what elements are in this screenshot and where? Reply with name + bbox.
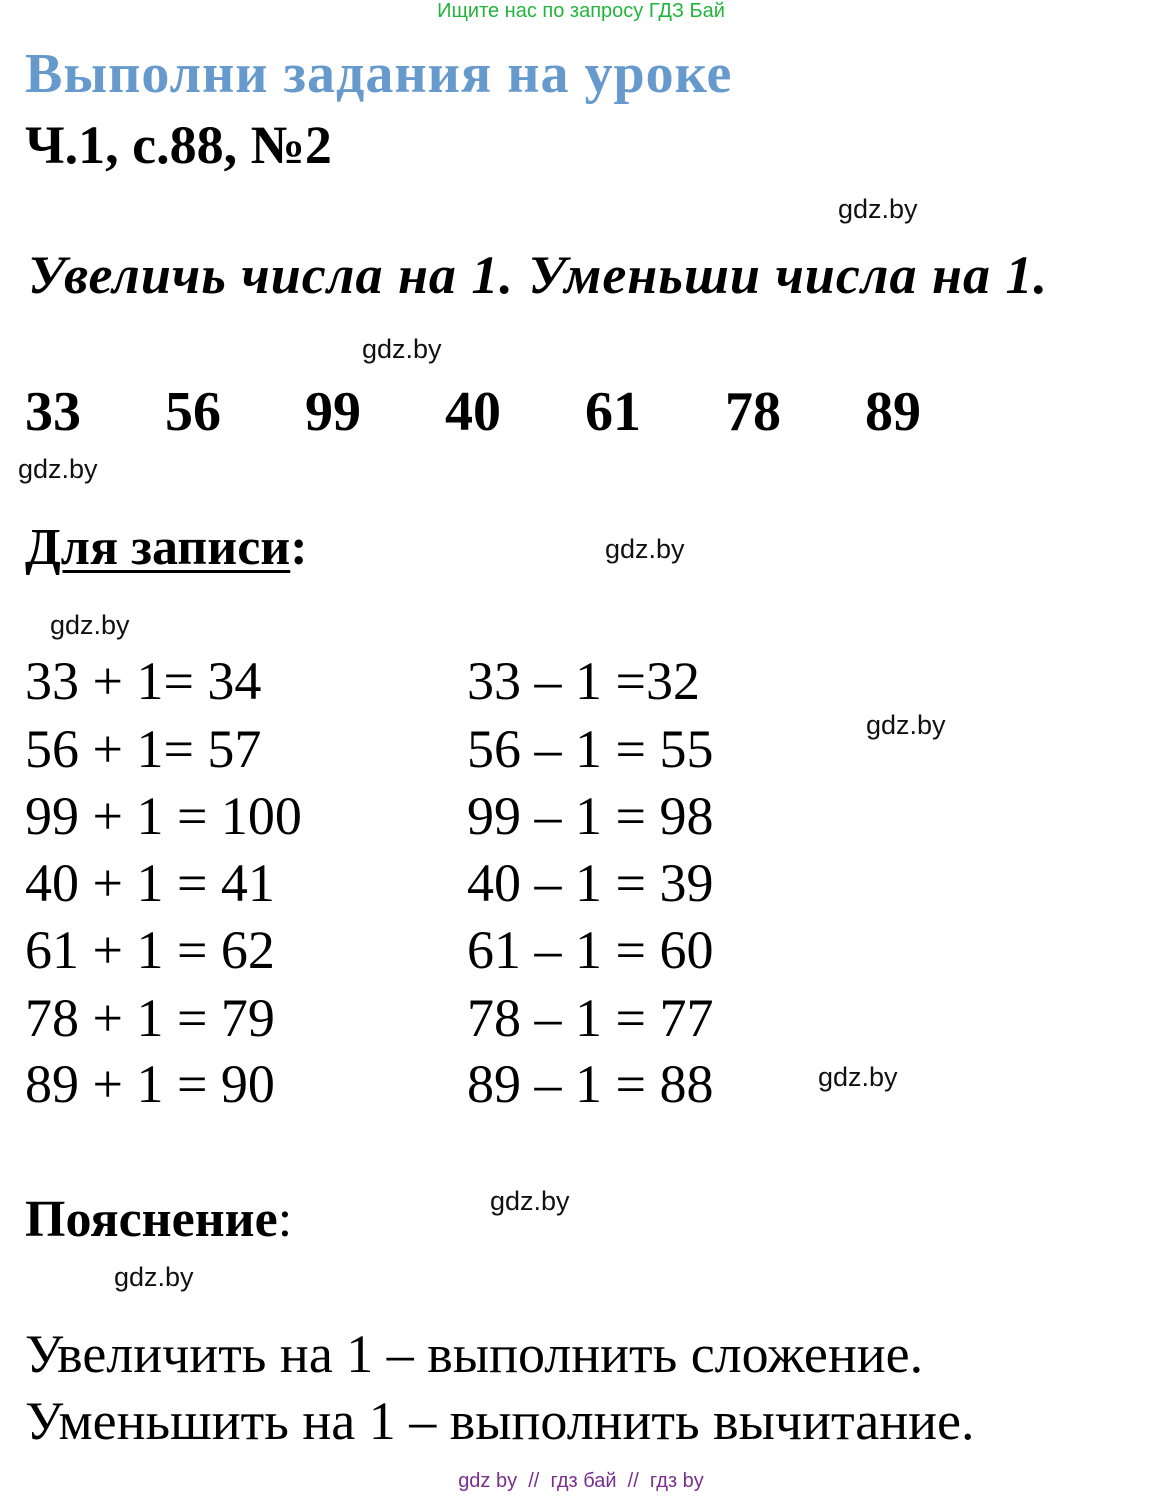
watermark: gdz.by [838, 194, 918, 224]
number-item: 61 [585, 381, 641, 443]
subtraction-equation: 56 – 1 = 55 [467, 719, 714, 779]
explanation-heading-colon: : [277, 1191, 293, 1248]
number-item: 56 [165, 381, 221, 443]
addition-equation: 78 + 1 = 79 [25, 988, 275, 1048]
subtraction-equation: 89 – 1 = 88 [467, 1054, 714, 1114]
watermark: gdz.by [818, 1062, 898, 1092]
number-item: 89 [865, 381, 921, 443]
addition-equation: 61 + 1 = 62 [25, 920, 275, 980]
number-item: 99 [305, 381, 361, 443]
addition-equation: 89 + 1 = 90 [25, 1054, 275, 1114]
record-heading-colon: : [290, 519, 308, 576]
watermark: gdz.by [605, 534, 685, 564]
section-title: Выполни задания на уроке [25, 43, 733, 105]
record-heading-text: Для записи [25, 519, 291, 576]
explanation-heading [25, 1190, 292, 1249]
explanation-heading-text: Пояснение [25, 1191, 278, 1248]
explanation-line: Увеличить на 1 – выполнить сложение. [25, 1324, 924, 1384]
subtraction-equation: 61 – 1 = 60 [467, 920, 714, 980]
task-reference: Ч.1, с.88, №2 [25, 115, 332, 175]
watermark: gdz.by [114, 1262, 194, 1292]
watermark: gdz.by [490, 1186, 570, 1216]
explanation-line: Уменьшить на 1 – выполнить вычитание. [25, 1391, 975, 1451]
number-item: 78 [725, 381, 781, 443]
subtraction-equation: 40 – 1 = 39 [467, 853, 714, 913]
watermark: gdz.by [362, 334, 442, 364]
watermark: gdz.by [18, 454, 98, 484]
number-item: 33 [25, 381, 81, 443]
addition-equation: 33 + 1= 34 [25, 651, 262, 711]
addition-equation: 56 + 1= 57 [25, 719, 262, 779]
subtraction-equation: 78 – 1 = 77 [467, 988, 714, 1048]
task-instruction: Увеличь числа на 1. Уменьши числа на 1. [28, 245, 1048, 305]
footer-watermark: gdz by // гдз бай // гдз by [458, 1470, 704, 1492]
addition-equation: 99 + 1 = 100 [25, 786, 302, 846]
subtraction-equation: 99 – 1 = 98 [467, 786, 714, 846]
subtraction-equation: 33 – 1 =32 [467, 651, 700, 711]
watermark: gdz.by [866, 710, 946, 740]
watermark: gdz.by [50, 610, 130, 640]
record-heading [25, 518, 308, 577]
addition-equation: 40 + 1 = 41 [25, 853, 275, 913]
number-item: 40 [445, 381, 501, 443]
top-banner: Ищите нас по запросу ГДЗ Бай [437, 0, 725, 22]
